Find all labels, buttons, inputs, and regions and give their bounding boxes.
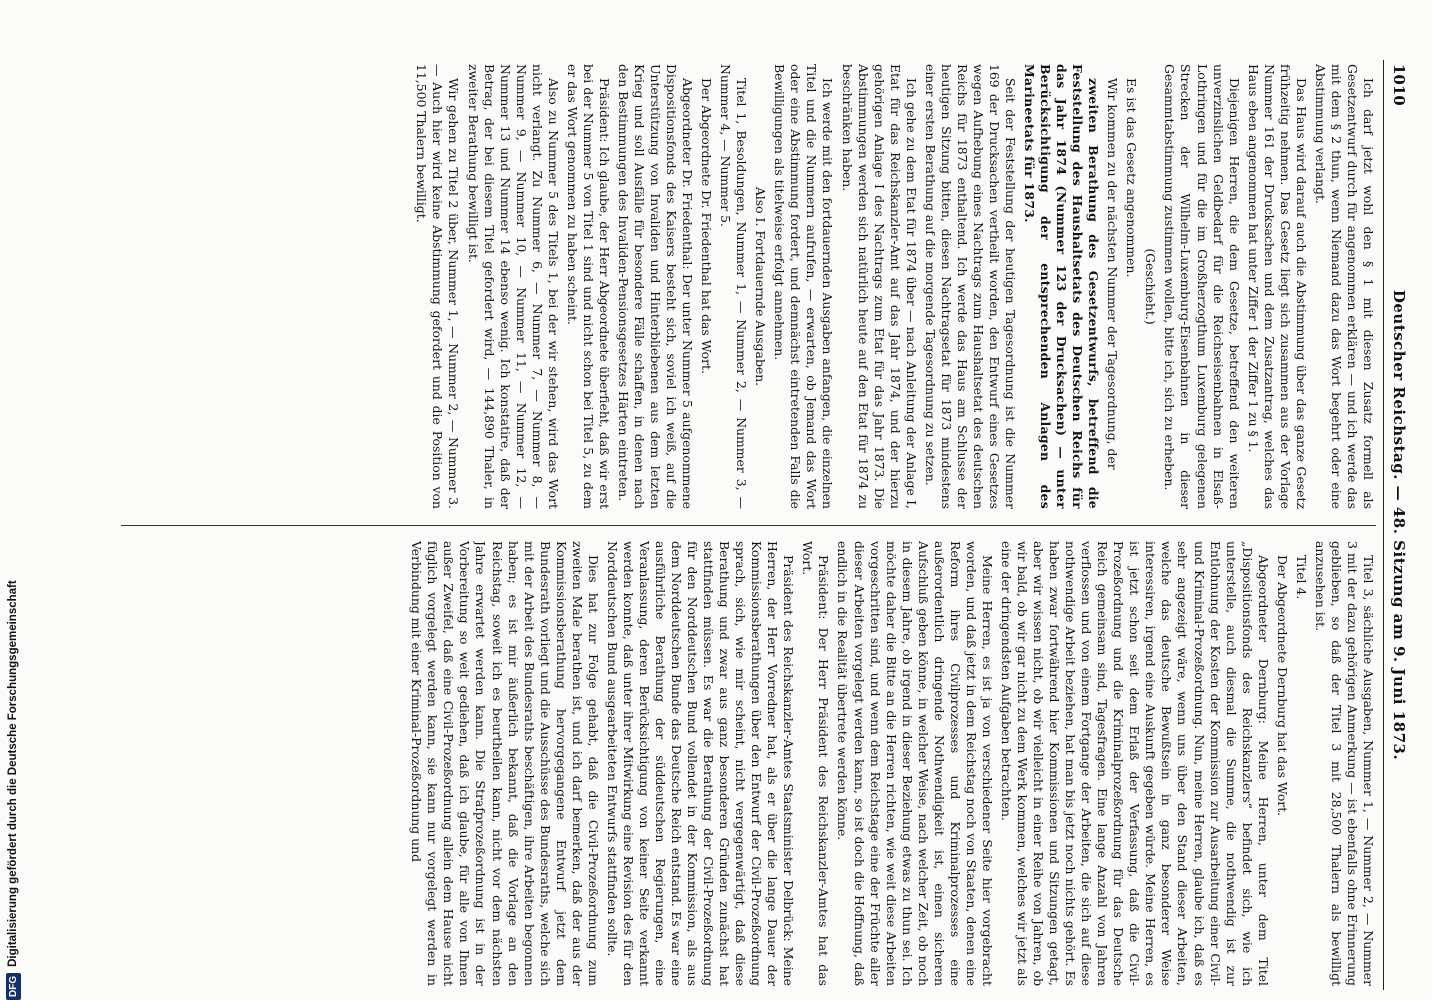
paragraph: Meine Herren, es ist ja von verschiedener Seite hier vorgebracht worden, und daß jetzt in dem Reichstag noch von Staaten, denen eine Reform ihres Civilprozesses und Kriminalprozesses eine außerordentlich dringende Nothwendigkeit ist, einen sicheren Aufschluß geben könne, in welcher Weise, nach welcher Zeit, ob noch in diesem Jahre, ob irgend in dieser Beziehung etwas zu thun sei. Ich möchte daher die Bitte an die Herren richten, wie weit diese Arbeiten vorgeschritten sind, und wenn dem Reichstage eine der Früchte aller dieser Arbeiten vorgelegt werden kann, so ist doch die Hoffnung, daß endlich in die Realität übertrete werden könne. — [835, 541, 995, 986]
page-number: 1010 — [1390, 64, 1408, 106]
running-head: Deutscher Reichstag. — 48. Sitzung am 9. Juni 1873. — [1390, 289, 1408, 761]
paragraph: (Geschieht.) — [1143, 248, 1159, 325]
paragraph: Titel 4. — [1293, 555, 1309, 600]
paragraph: Seit der Feststellung der heutigen Tagesordnung ist die Nummer 169 der Drucksachen vertheilt worden, den Entwurf eines Gesetzes wegen Aufhebung eines Nachtrags zum Haushaltsetat des deutschen Reichs für 1873 enthaltend. Ich werde das Haus am Schlusse der heutigen Sitzung bitten, diesen Nachtragsetat für 1873 mindestens einer ersten Berathung auf die morgende Tagesordnung zu setzen. — [922, 64, 1019, 509]
paragraph: Titel 1, Besoldungen, Nummer 1, — Nummer 2, — Nummer 3, — Nummer 4, — Nummer 5. — [718, 64, 750, 509]
right-column — [121, 541, 1376, 986]
paragraph: Präsident: Der Herr Präsident des Reichskanzler-Amtes hat das Wort. — [800, 541, 832, 986]
paragraph: Wir kommen zu der nächsten Nummer der Tagesordnung, der — [1105, 78, 1121, 470]
footer-credit-text: Digitalisierung gefördert durch die Deutsche Forschungsgemeinschaft — [7, 580, 19, 967]
paragraph: Ich darf jetzt wohl den § 1 mit diesen Zusatz formell als Gesetzentwurf durch für angenommen erklären — und ich werde das mit dem § 2 thun, wenn Niemand dazu das Wort begehrt oder eine Abstimmung verlangt. — [1312, 64, 1376, 509]
paragraph: Der Abgeordnete Dernburg hat das Wort. — [1274, 555, 1290, 817]
paragraph: Präsident: Ich glaube, der Herr Abgeordnete überfieht, daß wir erst bei der Nummer 5 von Titel 1 sind und nicht schon bei Titel 5, zu dem er das Wort genommen zu haben scheint. — [564, 64, 612, 509]
paragraph: Präsident des Reichskanzler-Amtes Staatsminister Delbrück: Meine Herren, der Herr Vorredner hat, als er über die lange Dauer der Kommissionsberathungen über den Entwurf der Civil-Prozeßordnung sprach, sich, wie mir scheint, nicht vergegenwärtigt, daß diese Berathung und zwar aus ganz besonderen Gründen zunächst hat stattfinden müssen. Es war die Berathung der Civil-Prozeßordnung für den Norddeutschen Bund vollendet in der Kommission, als aus dem Norddeutschen Bunde das Deutsche Reich entstand. Es war eine ausführliche Berathung der süddeutschen Regierungen, eine Veranlassung, deren Berücksichtigung von keiner Seite verkannt werden konnte, daß unter ihrer Mitwirkung eine Revision des für den Norddeutschen Bund ausgearbeiteten Entwurfs stattfinden sollte. — [604, 541, 797, 986]
footer-credit — [2, 4, 24, 1000]
rotated-page — [80, 60, 1410, 990]
paragraph: Ich werde mit den fortdauernden Ausgaben anfangen, die einzelnen Titel und die Nummern aufrufen, — erwarten, ob Jemand das Wort oder eine Abstimmung fordert, und demnächst eintretenden Falls die Bewilligungen als titelweise erfolgt annehmen. — [772, 64, 836, 509]
left-column — [121, 64, 1376, 509]
paragraph: zweiten Berathung des Gesetzentwurfs, betreffend die Feststellung des Haushaltsetats des Deutschen Reichs für das Jahr 1874 (Nummer 123 der Drucksachen) — unter Berücksichtigung der entsprechenden Anlagen des Marineetats für 1873. — [1022, 64, 1102, 509]
paragraph: Wir gehen zu Titel 2 über, Nummer 1, — Nummer 2, — Nummer 3. — Auch hier wird keine Abstimmung gefordert und die Position von 11,500 Thalern bewilligt. — [414, 64, 462, 509]
dfg-logo: DFG — [6, 973, 21, 1000]
paragraph: Abgeordneter Dr. Friedenthal: Der unter Nummer 5 aufgenommene Dispositionsfonds des Kaisers besteht sich, soviel ich weiß, auf die Unterstützung von Invaliden und Hinterbliebenen aus dem letzten Krieg und soll Ausfälle für besondere Fälle schaffen, in denen nach den Bestimmungen des Invaliden-Pensionsgesetzes Härten eintreten. — [615, 64, 696, 509]
paragraph: Diejenigen Herren, die dem Gesetze, betreffend den weiteren unverzinslichen Geldbedarf für die Reichseisenbahnen in Elsaß-Lothringen und für die im Großherzogthum Luxemburg gelegenen Strecken der Wilhelm-Luxemburg-Eisenbahnen in dieser Gesammtabstimmung zustimmen wollen, bitte ich, sich zu erheben. — [1162, 64, 1242, 509]
paragraph: Also zu Nummer 5 des Titels 1, bei der wir stehen, wird das Wort nicht verlangt. Zu Nummer 6, — Nummer 7, — Nummer 8, — Nummer 9, — Nummer 10, — Nummer 11, — Nummer 12, — Nummer 13 und Nummer 14 ebenso wenig. Ich konstatire, daß der Betrag, der bei diesem Titel gefordert wird, — 144,890 Thaler, in zweiter Berathung bewilligt ist. — [465, 64, 561, 509]
paragraph: Es ist das Gesetz angenommen. — [1124, 78, 1140, 278]
paragraph: Also I. Fortdauernde Ausgaben. — [753, 186, 769, 387]
paragraph: Der Abgeordnete Dr. Friedenthal hat das Wort. — [699, 78, 715, 374]
paragraph: Das Haus wird darauf auch die Abstimmung über das ganze Gesetz frühzeitig nehmen. Das Gesetz liegt sich zusammen aus der Vorlage Nummer 161 der Drucksachen und dem Zusatzantrag, welches das Haus eben angenommen hat unter Ziffer 1 der Ziffer 1 zu § 1. — [1245, 64, 1309, 509]
paragraph: Ich gehe zu dem Etat für 1874 über — nach Anleitung der Anlage I, Etat für das Reichskanzler-Amt auf das Jahr 1874, und der hierzu gehörigen Anlage I des Nachtrags zum Etat für das Jahr 1873. Die Abstimmungen werden sich natürlich heute auf den Etat für 1874 zu beschränken haben. — [839, 64, 919, 509]
paragraph: Titel 3, sächliche Ausgaben, Nummer 1, — Nummer 2, — Nummer 3 mit der dazu gehörigen Anmerkung — ist ebenfalls ohne Erinnerung geblieben, so daß der Titel 3 mit 28,500 Thalern als bewilligt anzusehen ist. — [1312, 541, 1376, 986]
column-rule — [121, 525, 1376, 526]
paragraph: Dies hat zur Folge gehabt, daß die Civil-Prozeßordnung zum zweiten Male berathen ist, und ich darf bemerken, daß der aus der Kommissionsberathung hervorgegangene Entwurf jetzt dem Bundesrath vorliegt und die Ausschüsse des Bundesraths, welche sich mit der Arbeit des Bundesraths beschäftigen, ihre Arbeiten begonnen haben; es ist mir äußerlich bekannt, daß die Vorlage an den Reichstag, soweit ich es beurtheilen kann, nicht vor dem nächsten Jahre erwartet werden kann. Die Strafprozeßordnung ist in der Vorbereitung so weit gediehen, daß ich glaube, für alle von Ihnen außer Zweifel, daß eine Civil-Prozeßordnung allein dem Hause nicht füglich vorgelegt werden kann, sie kann nur vorgelegt werden in Verbindung mit einer Kriminal-Prozeßordnung und — [409, 541, 601, 986]
paragraph: Abgeordneter Dernburg: Meine Herren, unter dem Titel „Dispositionsfonds des Reichskanzlers“ befindet sich, wie ich unterstelle, auch diesmal die Summe, die nothwendig ist zur Entlohnung der Kosten der Kommission zur Ausarbeitung einer Civil- und Kriminal-Prozeßordnung. Nun, meine Herren, glaube ich, daß es sehr angezeigt wäre, wenn uns über den Stand dieser Arbeiten, welche das deutsche Bewußtsein in ganz besonderer Weise interessiren, irgend eine Auskunft gegeben würde. Meine Herren, es ist jetzt schon seit dem Erlaß der Verfassung, daß die Civil-Prozeßordnung und die Kriminalprozeßordnung für das Deutsche Reich gemeinsam sind, Tagesfragen. Eine lange Anzahl von Jahren verflossen und von einem Fortgange der Arbeiten, die sich auf diese nothwendige Arbeit beziehen, hat man bis jetzt noch nichts gehört. Es haben zwar fortwährend hier Kommissionen und Sitzungen getagt, aber wir wissen nicht, ob wir vielleicht in einer Reihe von Jahren, ob wir bald, ob wir gar nicht zu dem Werk kommen, welches wir jetzt als eine der dringendsten Aufgaben betrachten. — [998, 541, 1271, 986]
page-header — [1383, 60, 1410, 990]
